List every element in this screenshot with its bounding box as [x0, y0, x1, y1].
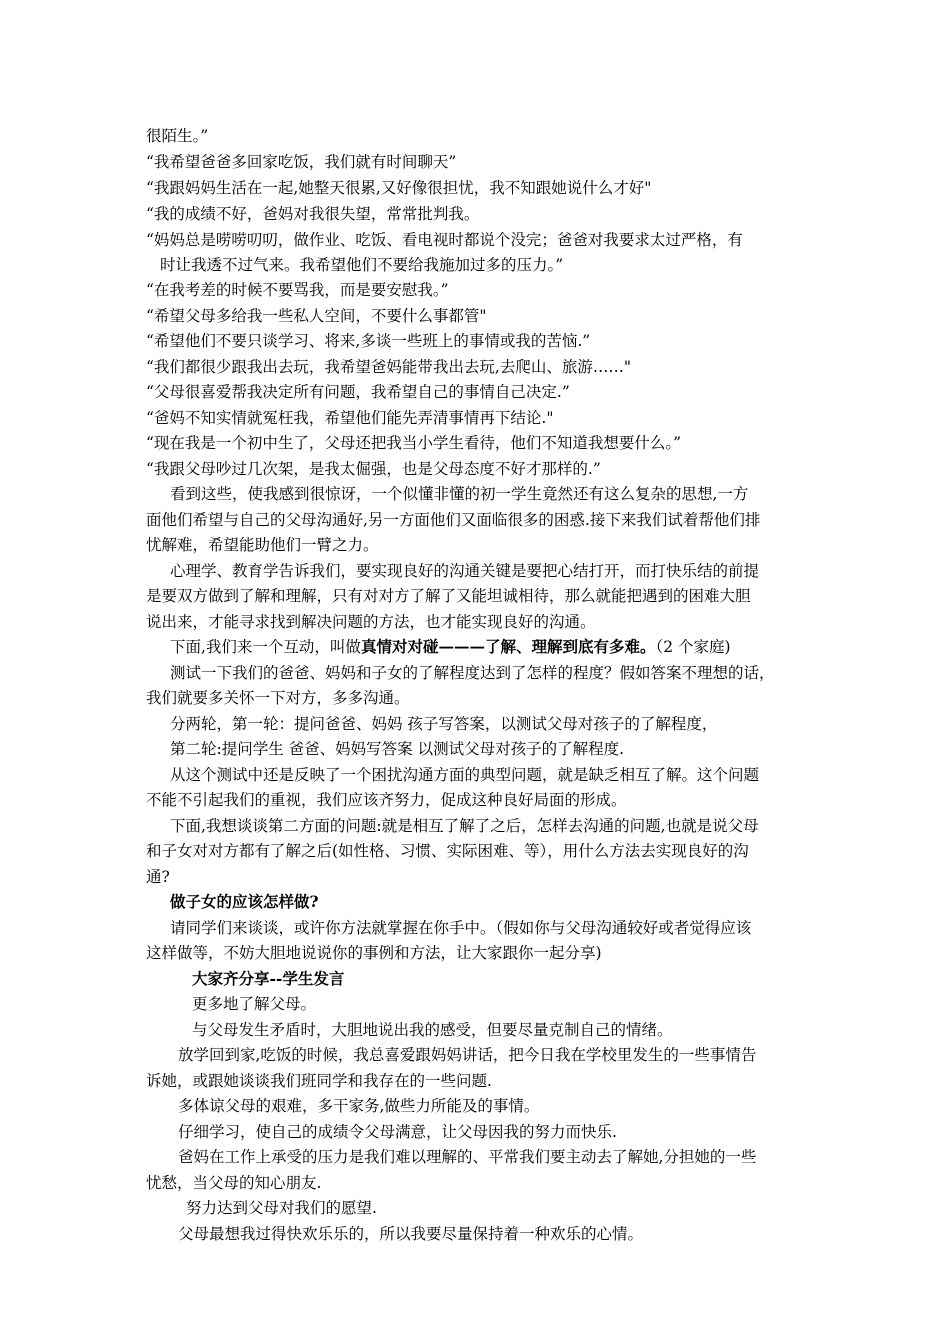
text-line: “希望父母多给我一些私人空间，不要什么事都管" — [146, 307, 487, 325]
text-line: 这样做等，不妨大胆地说说你的事例和方法，让大家跟你一起分享) — [146, 944, 602, 962]
text-line: “希望他们不要只谈学习、将来,多谈一些班上的事情或我的苦恼.” — [146, 332, 591, 350]
text-line: 第二轮:提问学生 爸爸、妈妈写答案 以测试父母对孩子的了解程度. — [170, 740, 625, 758]
text-line: “妈妈总是唠唠叨叨，做作业、吃饭、看电视时都说个没完；爸爸对我要求太过严格，有 — [146, 231, 743, 249]
text-line: 分两轮，第一轮：提问爸爸、妈妈 孩子写答案，以测试父母对孩子的了解程度， — [170, 715, 718, 733]
text-line: 是要双方做到了解和理解，只有对对方了解了又能坦诚相待，那么就能把遇到的困难大胆 — [146, 587, 751, 605]
list-item: 更多地了解父母。 — [192, 995, 317, 1013]
text-line: 从这个测试中还是反映了一个困扰沟通方面的典型问题，就是缺乏相互了解。这个问题 — [170, 766, 760, 784]
text-line: 很陌生。” — [146, 127, 209, 145]
list-item: 仔细学习，使自己的成绩令父母满意，让父母因我的努力而快乐. — [178, 1123, 617, 1141]
list-item: 努力达到父母对我们的愿望. — [186, 1199, 377, 1217]
text-line: 心理学、教育学告诉我们，要实现良好的沟通关键是要把心结打开，而打快乐结的前提 — [170, 562, 760, 580]
text-line: 测试一下我们的爸爸、妈妈和子女的了解程度达到了怎样的程度？假如答案不理想的话， — [170, 664, 775, 682]
text-line: 说出来，才能寻求找到解决问题的方法，也才能实现良好的沟通。 — [146, 613, 596, 631]
list-item: 父母最想我过得快欢乐乐的，所以我要尽量保持着一种欢乐的心情。 — [178, 1225, 644, 1243]
list-item: 爸妈在工作上承受的压力是我们难以理解的、平常我们要主动去了解她,分担她的一些 — [178, 1148, 757, 1166]
text-line: 我们就要多关怀一下对方，多多沟通。 — [146, 689, 410, 707]
text-line: “父母很喜爱帮我决定所有问题，我希望自己的事情自己决定.” — [146, 383, 570, 401]
text-line: 诉她，或跟她谈谈我们班同学和我存在的一些问题. — [146, 1072, 492, 1090]
text-line: 下面,我想谈谈第二方面的问题:就是相互了解了之后，怎样去沟通的问题,也就是说父母 — [170, 817, 759, 835]
text-line: 面他们希望与自己的父母沟通好,另一方面他们又面临很多的困惑.接下来我们试着帮他们排 — [146, 511, 761, 529]
list-item: 多体谅父母的艰难，多干家务,做些力所能及的事情。 — [178, 1097, 540, 1115]
text-line: 忧解难，希望能助他们一臂之力。 — [146, 536, 379, 554]
text-line: “我希望爸爸多回家吃饭，我们就有时间聊天” — [146, 153, 457, 171]
text-line: “现在我是一个初中生了，父母还把我当小学生看待，他们不知道我想要什么。” — [146, 434, 682, 452]
text-line: “在我考差的时候不要骂我，而是要安慰我。” — [146, 281, 449, 299]
text-line: 忧愁，当父母的知心朋友. — [146, 1174, 322, 1192]
list-item: 与父母发生矛盾时，大胆地说出我的感受，但要尽量克制自己的情绪。 — [192, 1021, 673, 1039]
activity-title: 真情对对碰———了解、理解到底有多难。 — [360, 637, 656, 656]
list-item: 放学回到家,吃饭的时候，我总喜爱跟妈妈讲话，把今日我在学校里发生的一些事情告 — [178, 1046, 757, 1064]
text-run: （2 个家庭) — [655, 638, 731, 656]
section-heading: 大家齐分享--学生发言 — [192, 969, 345, 988]
text-line — [170, 635, 731, 659]
text-line: “我的成绩不好，爸妈对我很失望，常常批判我。 — [146, 205, 480, 223]
text-line: “我们都很少跟我出去玩，我希望爸妈能带我出去玩,去爬山、旅游……" — [146, 358, 631, 376]
text-line: “爸妈不知实情就冤枉我，希望他们能先弄清事情再下结论." — [146, 409, 554, 427]
text-line: 通? — [146, 868, 170, 886]
text-line: “我跟父母吵过几次架，是我太倔强，也是父母态度不好才那样的.” — [146, 460, 601, 478]
text-line: 请同学们来谈谈，或许你方法就掌握在你手中。（假如你与父母沟通较好或者觉得应该 — [170, 919, 752, 937]
text-line: 时让我透不过气来。我希望他们不要给我施加过多的压力。” — [160, 256, 564, 274]
text-line: 不能不引起我们的重视，我们应该齐努力，促成这种良好局面的形成。 — [146, 791, 627, 809]
text-line: 和子女对对方都有了解之后(如性格、习惯、实际困难、等），用什么方法去实现良好的沟 — [146, 842, 749, 860]
text-run: 下面,我们来一个互动，叫做 — [170, 638, 361, 656]
text-line: 看到这些，使我感到很惊讶，一个似懂非懂的初一学生竟然还有这么复杂的思想,一方 — [170, 485, 749, 503]
section-heading: 做子女的应该怎样做? — [170, 892, 319, 911]
text-line: “我跟妈妈生活在一起,她整天很累,又好像很担忧，我不知跟她说什么才好" — [146, 179, 652, 197]
